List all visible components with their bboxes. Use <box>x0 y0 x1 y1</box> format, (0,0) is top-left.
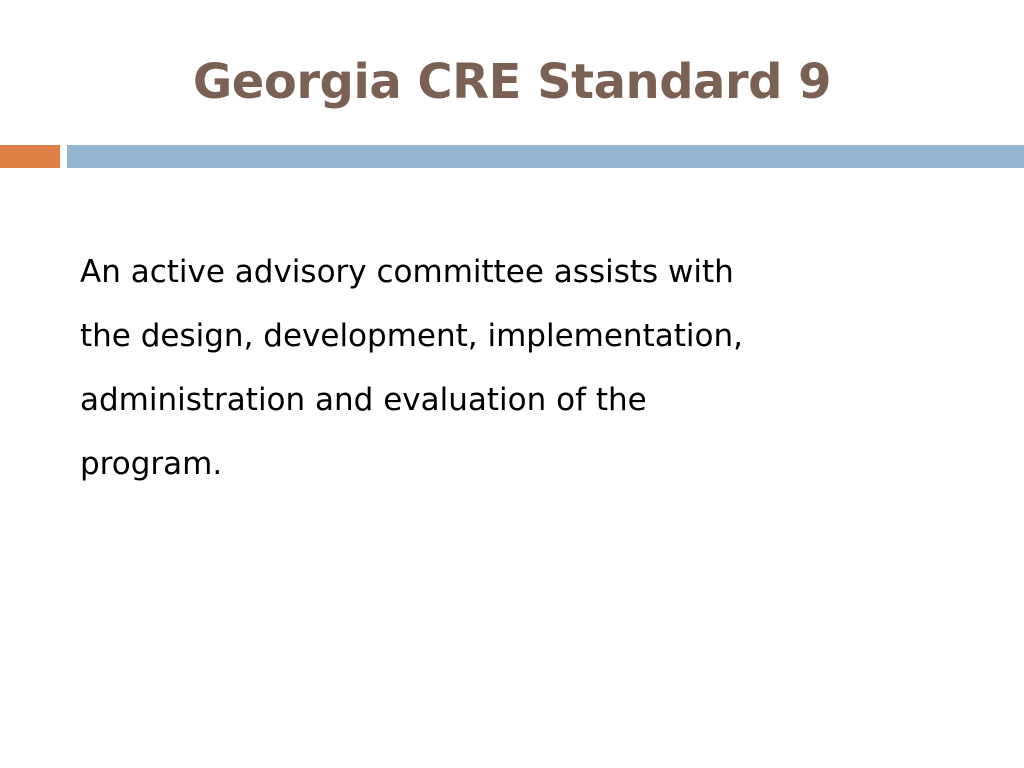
body-line: program. <box>80 446 223 482</box>
slide-body <box>80 240 860 496</box>
accent-bar-blue <box>67 145 1024 168</box>
body-line: administration and evaluation of the <box>80 382 647 418</box>
accent-bar-orange <box>0 145 60 168</box>
body-line: the design, development, implementation, <box>80 318 743 354</box>
body-line: An active advisory committee assists with <box>80 254 734 290</box>
slide-title: Georgia CRE Standard 9 <box>192 54 832 110</box>
